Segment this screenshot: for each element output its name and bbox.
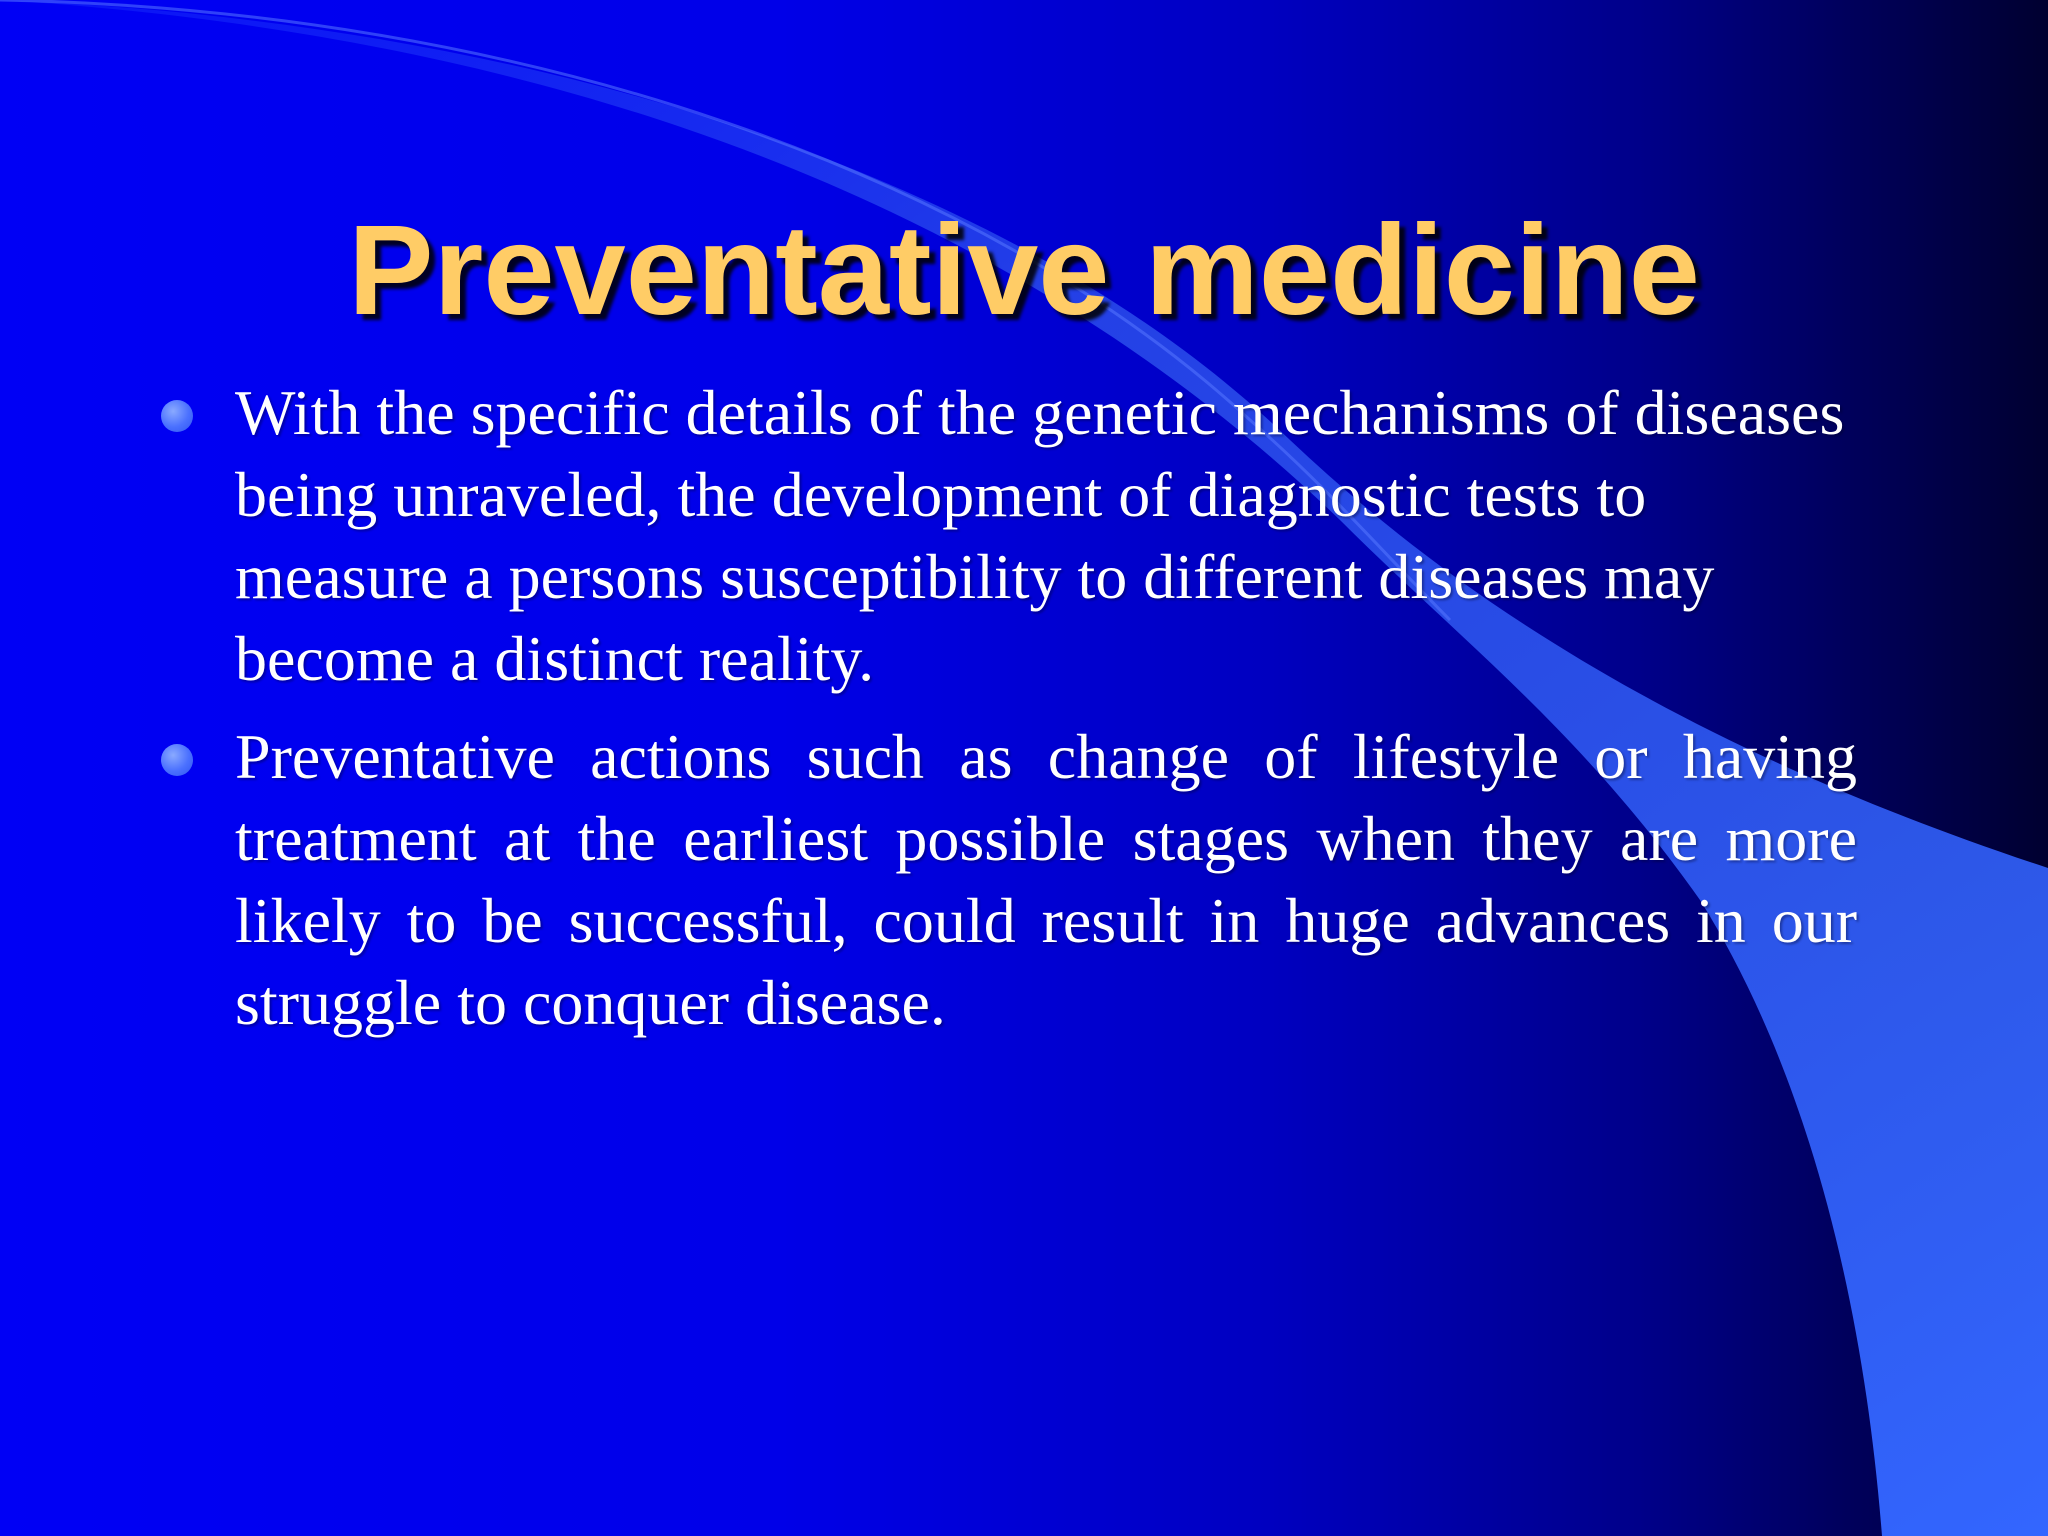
bullet-dot-icon [161,744,193,776]
bullet-text: With the specific details of the genetic mechanisms of diseases being unraveled, the development of diagnostic tests to measure a persons susceptibility to different diseases may become a distinct reality. [235,377,1845,694]
bullet-dot-icon [161,400,193,432]
bullet-text: Preventative actions such as change of lifestyle or having treatment at the earliest possible stages when they are more likely to be successful, could result in huge advances in our struggle to conquer disease. [235,721,1857,1038]
slide-title: Preventative medicine [348,199,1700,342]
